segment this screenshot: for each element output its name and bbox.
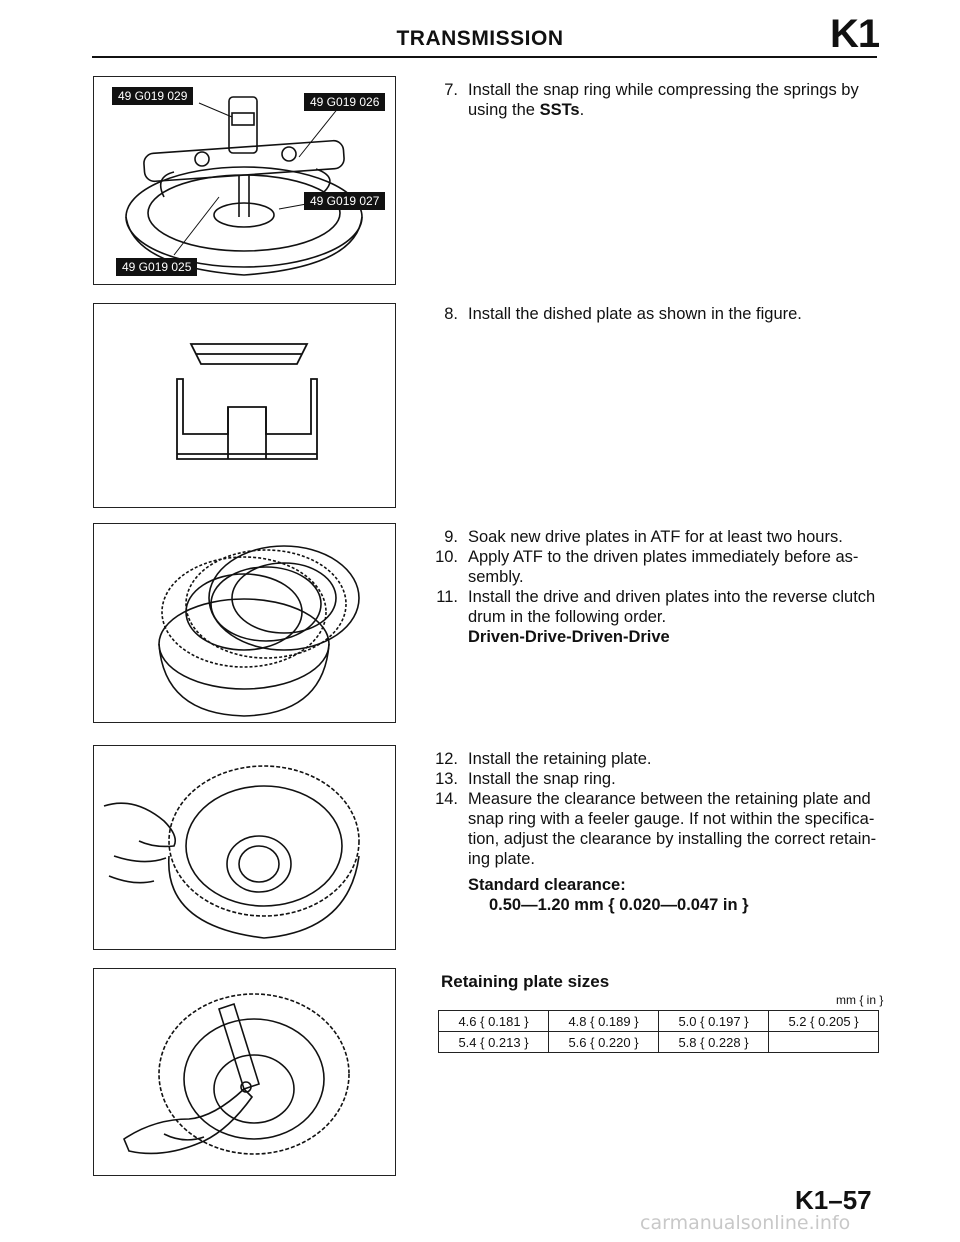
standard-clearance-value: 0.50—1.20 mm { 0.020—0.047 in } xyxy=(489,896,749,914)
step-text: Measure the clearance between the retaining plate and xyxy=(468,790,871,808)
step-number: 10. xyxy=(435,548,458,566)
sst-label-025: 49 G019 025 xyxy=(116,258,197,276)
step-number: 13. xyxy=(435,770,458,788)
table-cell: 5.2 { 0.205 } xyxy=(769,1011,879,1032)
step-number: 11. xyxy=(436,588,458,606)
step-text: Install the snap ring. xyxy=(468,770,616,788)
step-text: Install the drive and driven plates into the reverse clutch xyxy=(468,588,876,606)
clutch-plates-illustration xyxy=(94,524,396,723)
standard-clearance-label: Standard clearance: xyxy=(468,876,626,894)
step-group-9-11 xyxy=(418,527,888,647)
step-text-line2 xyxy=(468,100,888,120)
header-divider xyxy=(92,56,877,58)
step-text: Install the retaining plate. xyxy=(468,750,652,768)
step-number: 9. xyxy=(444,528,458,546)
table-row xyxy=(439,1032,879,1053)
figure-clearance-measure xyxy=(93,968,396,1176)
page-number: K1–57 xyxy=(795,1185,872,1215)
step-text-line2: drum in the following order. xyxy=(468,608,667,626)
figure-dished-plate xyxy=(93,303,396,508)
step-10 xyxy=(418,547,888,587)
step-text-line4: ing plate. xyxy=(468,850,535,868)
watermark: carmanualsonline.info xyxy=(640,1212,851,1234)
step-text-part: using the xyxy=(468,101,540,119)
step-text: Apply ATF to the driven plates immediately before as- xyxy=(468,548,859,566)
sst-label-029: 49 G019 029 xyxy=(112,87,193,105)
step-13 xyxy=(418,769,888,789)
step-number: 14. xyxy=(435,790,458,808)
step-12 xyxy=(418,749,888,769)
clearance-measure-illustration xyxy=(94,969,396,1176)
step-7 xyxy=(418,80,888,120)
dished-plate-illustration xyxy=(94,304,396,508)
sst-label-026: 49 G019 026 xyxy=(304,93,385,111)
table-cell xyxy=(769,1032,879,1053)
table-cell: 5.8 { 0.228 } xyxy=(659,1032,769,1053)
step-number: 12. xyxy=(435,750,458,768)
figure-clutch-plates xyxy=(93,523,396,723)
table-cell: 5.6 { 0.220 } xyxy=(549,1032,659,1053)
table-title: Retaining plate sizes xyxy=(441,972,610,991)
step-text: Soak new drive plates in ATF for at least two hours. xyxy=(468,528,843,546)
retaining-plate-sizes-table xyxy=(438,1010,879,1053)
step-8 xyxy=(418,304,888,324)
sst-label-027: 49 G019 027 xyxy=(304,192,385,210)
step-14 xyxy=(418,789,888,869)
figure-retaining-plate xyxy=(93,745,396,950)
section-code: K1 xyxy=(830,12,880,56)
step-text: Install the dished plate as shown in the figure. xyxy=(468,305,802,323)
table-cell: 5.0 { 0.197 } xyxy=(659,1011,769,1032)
step-group-7 xyxy=(418,80,888,120)
table-cell: 5.4 { 0.213 } xyxy=(439,1032,549,1053)
retaining-plate-illustration xyxy=(94,746,396,950)
figure-sst-compressor xyxy=(93,76,396,285)
step-group-12-14 xyxy=(418,749,888,869)
table-cell: 4.6 { 0.181 } xyxy=(439,1011,549,1032)
table-cell: 4.8 { 0.189 } xyxy=(549,1011,659,1032)
step-text-line2: sembly. xyxy=(468,568,524,586)
table-unit: mm { in } xyxy=(836,993,884,1007)
page-title: TRANSMISSION xyxy=(396,27,564,50)
step-text-line3: tion, adjust the clearance by installing the correct retain- xyxy=(468,830,877,848)
step-text-part: . xyxy=(579,101,585,119)
step-9 xyxy=(418,527,888,547)
step-11 xyxy=(418,587,888,647)
sst-term: SSTs xyxy=(539,101,580,119)
step-group-8 xyxy=(418,304,888,324)
step-number: 7. xyxy=(444,81,458,99)
plate-order: Driven-Drive-Driven-Drive xyxy=(468,628,670,646)
table-row xyxy=(439,1011,879,1032)
step-number: 8. xyxy=(444,305,458,323)
step-text: Install the snap ring while compressing the springs by xyxy=(468,81,859,99)
step-text-line2: snap ring with a feeler gauge. If not within the specifica- xyxy=(468,810,875,828)
